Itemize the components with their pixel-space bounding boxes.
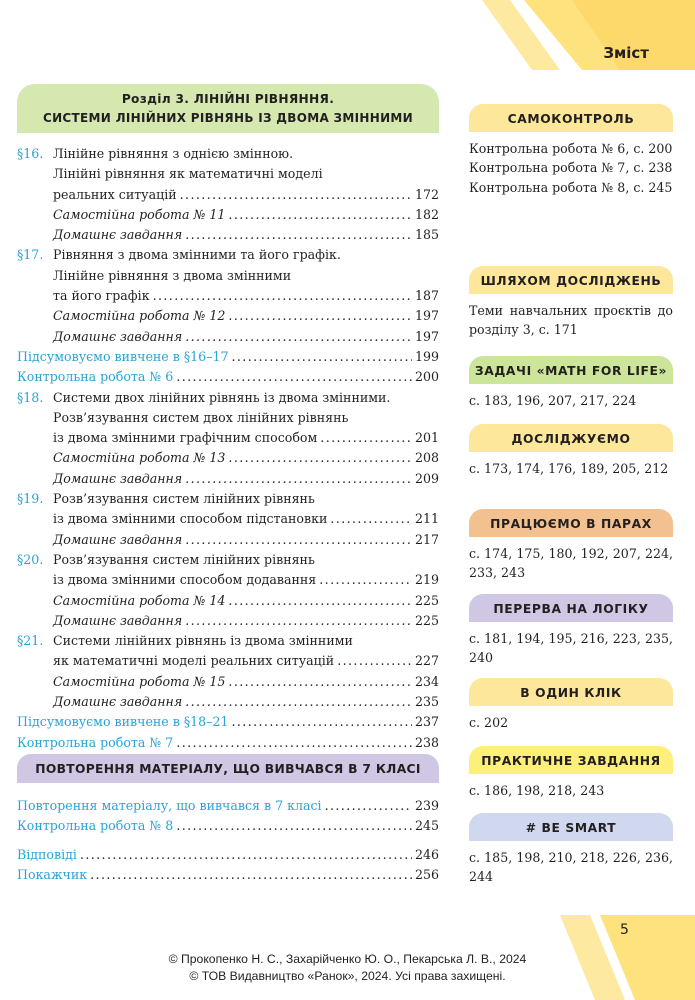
toc-entry-kr6[interactable] <box>17 367 439 387</box>
toc-entry-s17[interactable] <box>17 245 439 306</box>
entry-text: Відповіді <box>17 846 77 862</box>
repeat-list <box>17 796 439 885</box>
chapter-title-line2: СИСТЕМИ ЛІНІЙНИХ РІВНЯНЬ ІЗ ДВОМА ЗМІННИМИ <box>42 111 413 125</box>
entry-line: Системи двох лінійних рівнянь із двома змінними. <box>53 389 391 405</box>
copyright-authors: © Прокопенко Н. С., Захарійченко Ю. О., Пекарська Л. В., 2024 <box>168 952 527 966</box>
chapter-header <box>17 84 439 133</box>
entry-text: Повторення матеріалу, що вивчався в 7 класі <box>17 798 322 813</box>
copyright-publisher: © ТОВ Видавництво «Ранок», 2024. Усі права захищені. <box>189 969 506 983</box>
box-title: САМОКОНТРОЛЬ <box>469 104 673 132</box>
section-number: §17. <box>17 247 44 263</box>
entry-line: та його графік <box>53 288 150 304</box>
toc-entry-s16-sr[interactable] <box>17 205 439 225</box>
entry-text: Контрольна робота № 8 <box>17 818 174 834</box>
toc-entry-s17-sr[interactable] <box>17 306 439 326</box>
entry-text: Домашнє завдання <box>53 694 183 710</box>
entry-line: із двома змінними способом підстановки <box>53 511 328 527</box>
entry-line: Розв’язування систем лінійних рівнянь <box>53 551 315 567</box>
toc-entry-repeat[interactable] <box>17 796 439 816</box>
page-ref: 209 <box>414 470 439 486</box>
toc-entry-kr7[interactable] <box>17 733 439 753</box>
page-ref: 172 <box>414 186 439 202</box>
box-item[interactable]: Контрольна робота № 7, с. 238 <box>469 160 673 176</box>
repeat-section-header: ПОВТОРЕННЯ МАТЕРІАЛУ, ЩО ВИВЧАВСЯ В 7 КЛАСІ <box>17 754 439 783</box>
box-item[interactable]: Теми навчальних проєктів до розділу 3, с. 171 <box>469 303 673 338</box>
box-item[interactable]: с. 174, 175, 180, 192, 207, 224, 233, 243 <box>469 546 673 581</box>
entry-line: Рівняння з двома змінними та його графік. <box>53 247 341 263</box>
box-title: ПРАКТИЧНЕ ЗАВДАННЯ <box>469 746 673 774</box>
section-number: §21. <box>17 633 44 649</box>
box-item[interactable]: с. 181, 194, 195, 216, 223, 235, 240 <box>469 631 673 666</box>
toc-list <box>17 144 439 753</box>
page-ref: 197 <box>414 328 439 344</box>
toc-entry-s20[interactable] <box>17 550 439 591</box>
entry-text: Підсумовуємо вивчене в §18–21 <box>17 714 229 730</box>
toc-entry-s17-dz[interactable] <box>17 327 439 347</box>
entry-text: Домашнє завдання <box>53 227 183 243</box>
page-ref: 211 <box>414 511 439 527</box>
toc-entry-answers[interactable] <box>17 845 439 865</box>
box-pererva-na-lohiku <box>469 594 673 668</box>
box-item[interactable]: с. 202 <box>469 715 509 730</box>
page-ref: 245 <box>414 818 439 834</box>
section-number: §19. <box>17 491 44 507</box>
page-ref: 200 <box>414 369 439 385</box>
entry-line: із двома змінними способом додавання <box>53 572 317 588</box>
entry-line: Розв’язування систем лінійних рівнянь <box>53 491 315 507</box>
page-ref: 185 <box>414 227 439 243</box>
entry-text: Контрольна робота № 6 <box>17 369 174 385</box>
entry-text: Домашнє завдання <box>53 612 183 628</box>
toc-entry-s20-dz[interactable] <box>17 611 439 631</box>
section-number: §16. <box>17 146 44 161</box>
page-ref: 187 <box>414 288 439 304</box>
toc-entry-summary-18-21[interactable] <box>17 712 439 732</box>
box-samokontrol <box>469 104 673 197</box>
box-math-for-life <box>469 356 673 410</box>
page-ref: 199 <box>414 348 439 364</box>
box-title: # BE SMART <box>469 813 673 841</box>
entry-text: Самостійна робота № 11 <box>53 206 226 222</box>
box-praktychne-zavdannia <box>469 746 673 800</box>
entry-line: Системи лінійних рівнянь із двома змінними <box>53 633 353 649</box>
page-ref: 235 <box>414 694 439 710</box>
box-be-smart <box>469 813 673 887</box>
page-ref: 219 <box>414 572 439 588</box>
toc-entry-s18-sr[interactable] <box>17 448 439 468</box>
page-ref: 238 <box>414 734 439 750</box>
box-item[interactable]: с. 186, 198, 218, 243 <box>469 783 605 798</box>
entry-text: Самостійна робота № 14 <box>53 592 226 608</box>
toc-entry-index[interactable] <box>17 865 439 885</box>
toc-entry-s18-dz[interactable] <box>17 469 439 489</box>
entry-text: Домашнє завдання <box>53 328 183 344</box>
box-item[interactable]: с. 173, 174, 176, 189, 205, 212 <box>469 461 669 476</box>
entry-text: Підсумовуємо вивчене в §16–17 <box>17 348 229 364</box>
toc-entry-s16[interactable] <box>17 144 439 205</box>
page-ref: 197 <box>414 308 439 324</box>
box-title: ПЕРЕРВА НА ЛОГІКУ <box>469 594 673 622</box>
entry-text: Самостійна робота № 13 <box>53 450 226 466</box>
toc-entry-s21[interactable] <box>17 631 439 672</box>
page-ref: 225 <box>414 592 439 608</box>
entry-text: Домашнє завдання <box>53 470 183 486</box>
entry-text: Самостійна робота № 15 <box>53 673 226 689</box>
entry-line: Лінійне рівняння з двома змінними <box>53 267 292 283</box>
toc-entry-s18[interactable] <box>17 388 439 449</box>
page-ref: 234 <box>414 673 439 689</box>
entry-text: Покажчик <box>17 866 88 882</box>
box-title: ПРАЦЮЄМО В ПАРАХ <box>469 509 673 537</box>
box-doslidzhen <box>469 266 673 340</box>
page-ref: 217 <box>414 531 439 547</box>
entry-text: Домашнє завдання <box>53 531 183 547</box>
box-title: ДОСЛІДЖУЄМО <box>469 424 673 452</box>
toc-entry-s19[interactable] <box>17 489 439 530</box>
toc-entry-s21-dz[interactable] <box>17 692 439 712</box>
entry-line: як математичні моделі реальних ситуацій <box>53 653 335 669</box>
box-doslidzhuemo <box>469 424 673 478</box>
box-v-odyn-klik <box>469 678 673 732</box>
page-ref: 227 <box>414 653 439 669</box>
box-item[interactable]: с. 185, 198, 210, 218, 226, 236, 244 <box>469 850 673 885</box>
toc-entry-kr8[interactable] <box>17 816 439 836</box>
box-title: ЗАДАЧІ «MATH FOR LIFE» <box>469 356 673 384</box>
section-number: §20. <box>17 551 44 567</box>
box-title: ШЛЯХОМ ДОСЛІДЖЕНЬ <box>469 266 673 294</box>
entry-text: Контрольна робота № 7 <box>17 734 174 750</box>
page-ref: 208 <box>414 450 439 466</box>
box-pratsiuemo-v-parakh <box>469 509 673 583</box>
page-ref: 256 <box>414 866 439 882</box>
toc-entry-s21-sr[interactable] <box>17 672 439 692</box>
entry-line: Розв’язування систем двох лінійних рівнянь <box>53 409 349 425</box>
page-number: 5 <box>620 922 629 938</box>
toc-entry-summary-16-17[interactable] <box>17 347 439 367</box>
box-title: В ОДИН КЛІК <box>469 678 673 706</box>
entry-text: Самостійна робота № 12 <box>53 308 226 324</box>
entry-line: Лінійні рівняння як математичні моделі <box>53 166 323 182</box>
page-ref: 239 <box>414 798 439 813</box>
page-ref: 246 <box>414 846 439 862</box>
entry-line: Лінійне рівняння з однією змінною. <box>53 146 294 161</box>
toc-entry-s19-dz[interactable] <box>17 530 439 550</box>
page-ref: 182 <box>414 206 439 222</box>
box-item[interactable]: с. 183, 196, 207, 217, 224 <box>469 393 637 408</box>
box-item[interactable]: Контрольна робота № 8, с. 245 <box>469 179 673 195</box>
page-ref: 201 <box>414 430 439 446</box>
section-title: Зміст <box>603 44 649 62</box>
box-item[interactable]: Контрольна робота № 6, с. 200 <box>469 141 673 156</box>
entry-line: реальних ситуацій <box>53 186 177 202</box>
toc-entry-s20-sr[interactable] <box>17 591 439 611</box>
page-ref: 225 <box>414 612 439 628</box>
chapter-title-line1: Розділ 3. ЛІНІЙНІ РІВНЯННЯ. <box>121 92 335 106</box>
page-ref: 237 <box>414 714 439 730</box>
entry-line: із двома змінними графічним способом <box>53 430 318 446</box>
toc-entry-s16-dz[interactable] <box>17 225 439 245</box>
section-number: §18. <box>17 389 44 405</box>
